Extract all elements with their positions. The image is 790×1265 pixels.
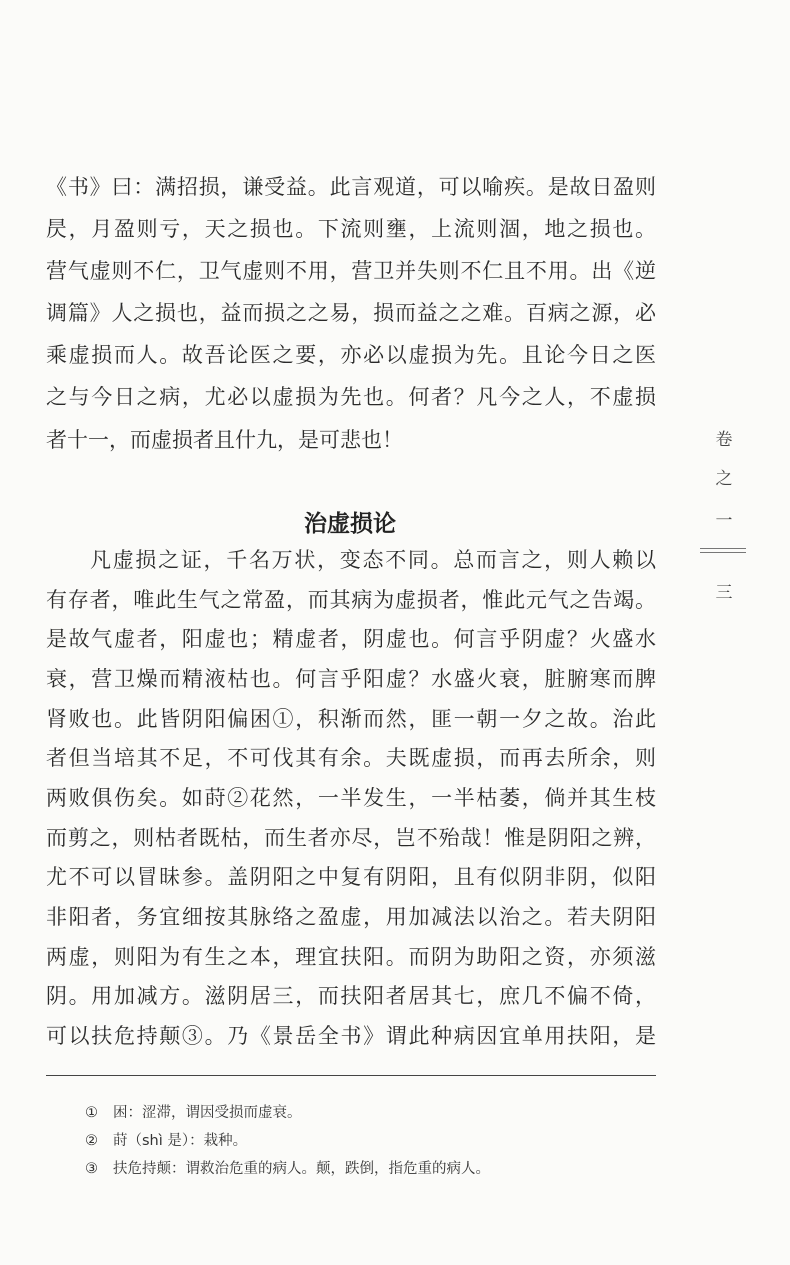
text-line: 乘虚损而人。故吾论医之要，亦必以虚损为先。且论今日之医 [46, 343, 656, 367]
text-line: 阴。用加减方。滋阴居三，而扶阳者居其七，庶几不偏不倚， [46, 984, 656, 1008]
footnote [85, 1159, 490, 1179]
text-line: 而剪之，则枯者既枯，而生者亦尽，岂不殆哉！惟是阴阳之辨， [46, 826, 656, 850]
text-line: 《书》曰：满招损，谦受益。此言观道，可以喻疾。是故日盈则 [46, 175, 656, 199]
text-line: 昃，月盈则亏，天之损也。下流则壅，上流则涸，地之损也。 [46, 217, 656, 241]
text-line: 是故气虚者，阳虚也；精虚者，阴虚也。何言乎阴虚？火盛水 [46, 627, 656, 651]
text-line: 调篇》人之损也，益而损之之易，损而益之之难。百病之源，必 [46, 301, 656, 325]
text-line: 两虚，则阳为有生之本，理宜扶阳。而阴为助阳之资，亦须滋 [46, 945, 656, 969]
footnote-text: 扶危持颠：谓救治危重的病人。颠，跌倒，指危重的病人。 [113, 1161, 490, 1177]
text-line: 有存者，唯此生气之常盈，而其病为虚损者，惟此元气之告竭。 [46, 588, 656, 612]
footnote-number: ③ [85, 1161, 98, 1177]
footnote [85, 1131, 247, 1151]
text-line: 之与今日之病，尤必以虚损为先也。何者？凡今之人，不虚损 [46, 385, 656, 409]
margin-divider [700, 548, 746, 553]
text-line: 可以扶危持颠③。乃《景岳全书》谓此种病因宜单用扶阳，是 [46, 1024, 656, 1048]
text-line: 非阳者，务宜细按其脉络之盈虚，用加减法以治之。若夫阴阳 [46, 905, 656, 929]
footnote-number: ① [85, 1105, 98, 1121]
text-line: 两败俱伤矣。如莳②花然，一半发生，一半枯萎，倘并其生枝 [46, 786, 656, 810]
volume-label-char: 之 [715, 469, 733, 489]
footnote-text: 困：涩滞，谓因受损而虚衰。 [113, 1105, 302, 1121]
volume-label-char: 卷 [715, 430, 733, 450]
text-line: 衰，营卫燥而精液枯也。何言乎阳虚？水盛火衰，脏腑寒而脾 [46, 667, 656, 691]
page-number: 三 [715, 583, 733, 603]
volume-label-char: 一 [715, 511, 733, 531]
text-line: 凡虚损之证，千名万状，变态不同。总而言之，则人赖以 [90, 548, 656, 572]
footnote-text: 莳（shì 是）：栽种。 [113, 1133, 248, 1149]
text-line: 尤不可以冒昧参。盖阴阳之中复有阴阳，且有似阴非阴，似阳 [46, 865, 656, 889]
footnote [85, 1103, 302, 1123]
text-line: 者十一，而虚损者且什九，是可悲也！ [46, 428, 403, 452]
text-line: 肾败也。此皆阴阳偏困①，积渐而然，匪一朝一夕之故。治此 [46, 707, 656, 731]
section-heading: 治虚损论 [304, 511, 396, 537]
text-line: 营气虚则不仁，卫气虚则不用，营卫并失则不仁且不用。出《逆 [46, 259, 656, 283]
footnote-number: ② [85, 1133, 98, 1149]
footnote-divider [46, 1075, 656, 1076]
text-line: 者但当培其不足，不可伐其有余。夫既虚损，而再去所余，则 [46, 746, 656, 770]
